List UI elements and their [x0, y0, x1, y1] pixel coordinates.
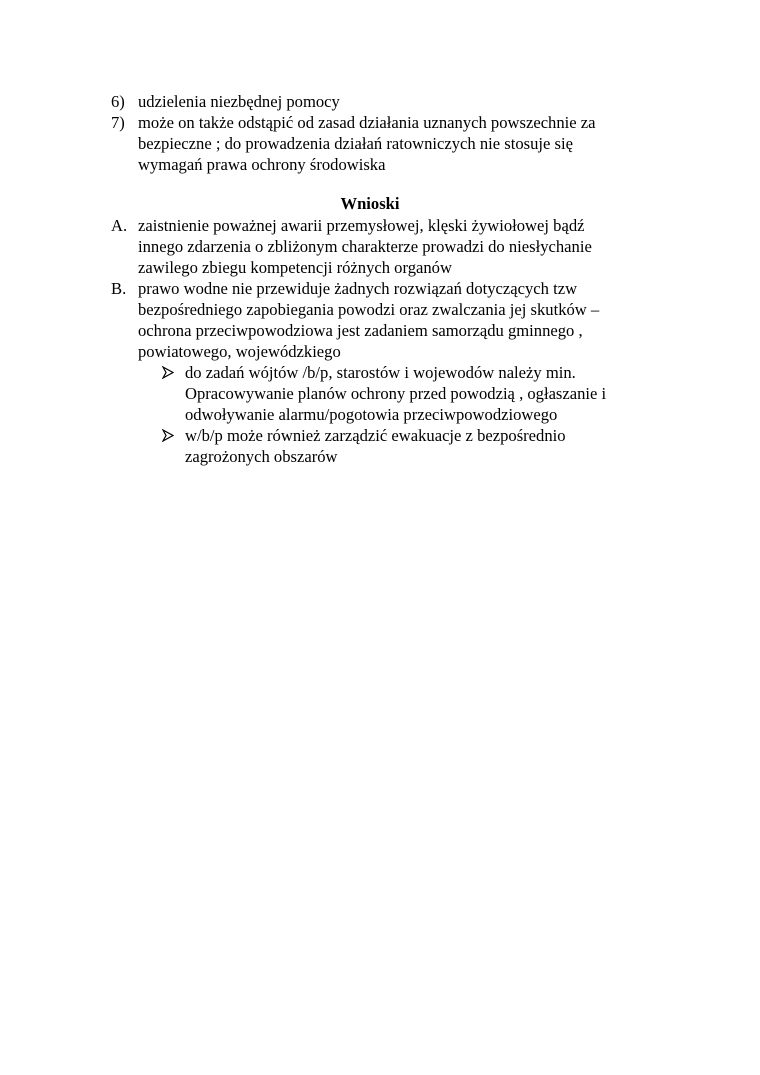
list-marker-6: 6) — [111, 92, 125, 111]
conclusion-b-line-4: powiatowego, wojewódzkiego — [138, 342, 341, 361]
list-item-7-line-3: wymagań prawa ochrony środowiska — [138, 155, 386, 174]
conclusion-b-line-1: prawo wodne nie przewiduje żadnych rozwiązań dotyczących tzw — [138, 279, 578, 298]
list-item-7-line-1: może on także odstąpić od zasad działania uznanych powszechnie za — [138, 113, 596, 132]
list-marker-a: A. — [111, 216, 128, 235]
subitem-2-line-2: zagrożonych obszarów — [185, 447, 338, 466]
subitem-2-line-1: w/b/p może również zarządzić ewakuacje z bezpośrednio — [185, 426, 566, 445]
subitem-1-line-2: Opracowywanie planów ochrony przed powodzią , ogłaszanie i — [185, 384, 607, 403]
list-marker-b: B. — [111, 279, 127, 298]
conclusion-a-line-2: innego zdarzenia o zbliżonym charakterze prowadzi do niesłychanie — [138, 237, 592, 256]
conclusion-b-line-3: ochrona przeciwpowodziowa jest zadaniem samorządu gminnego , — [138, 321, 583, 340]
subitem-1-line-3: odwoływanie alarmu/pogotowia przeciwpowodziowego — [185, 405, 558, 424]
conclusion-b-line-2: bezpośredniego zapobiegania powodzi oraz zwalczania jej skutków – — [138, 300, 600, 319]
list-item-7-line-2: bezpieczne ; do prowadzenia działań ratowniczych nie stosuje się — [138, 134, 573, 153]
subitem-1-line-1: do zadań wójtów /b/p, starostów i wojewodów należy min. — [185, 363, 576, 382]
conclusions-heading: Wnioski — [340, 194, 400, 213]
conclusion-a-line-3: zawilego zbiegu kompetencji różnych organów — [138, 258, 452, 277]
conclusion-a-line-1: zaistnienie poważnej awarii przemysłowej, klęski żywiołowej bądź — [138, 216, 585, 235]
arrow-bullet-icon — [162, 429, 174, 442]
list-marker-7: 7) — [111, 113, 125, 132]
list-item-6-line-1: udzielenia niezbędnej pomocy — [138, 92, 340, 111]
arrow-bullet-icon — [162, 366, 174, 379]
